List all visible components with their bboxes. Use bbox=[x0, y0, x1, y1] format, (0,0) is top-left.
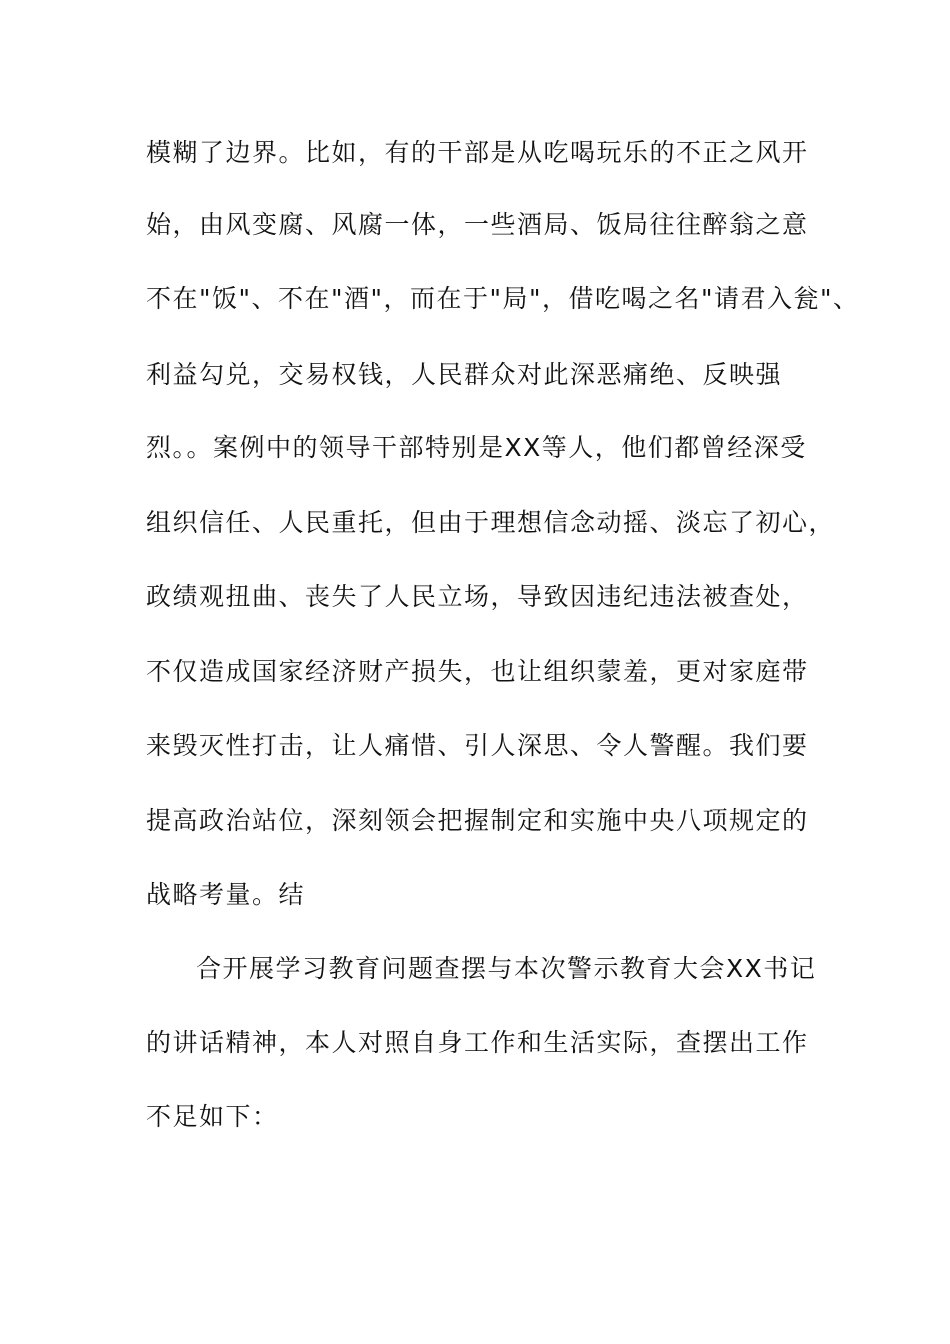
text-line: 利益勾兑，交易权钱，人民群众对此深恶痛绝、反映强 bbox=[146, 360, 783, 389]
text-line: 提高政治站位，深刻领会把握制定和实施中央八项规定的 bbox=[146, 806, 809, 835]
text-line: 烈。。案例中的领导干部特别是XX等人，他们都曾经深受 bbox=[146, 433, 807, 462]
text-line: 不在"饭"、不在"酒"，而在于"局"，借吃喝之名"请君入瓮"、 bbox=[146, 284, 860, 313]
text-line: 模糊了边界。比如，有的干部是从吃喝玩乐的不正之风开 bbox=[146, 138, 809, 167]
text-line: 不仅造成国家经济财产损失，也让组织蒙羞，更对家庭带 bbox=[146, 657, 809, 686]
text-line: 始，由风变腐、风腐一体，一些酒局、饭局往往醉翁之意 bbox=[146, 210, 809, 239]
text-line: 不足如下： bbox=[146, 1102, 279, 1131]
text-line: 的讲话精神，本人对照自身工作和生活实际，查摆出工作 bbox=[146, 1028, 809, 1057]
text-line: 政绩观扭曲、丧失了人民立场，导致因违纪违法被查处， bbox=[146, 582, 809, 611]
paragraph-first-line: 合开展学习教育问题查摆与本次警示教育大会XX书记 bbox=[196, 954, 817, 983]
text-line: 来毁灭性打击，让人痛惜、引人深思、令人警醒。我们要 bbox=[146, 731, 809, 760]
text-line: 组织信任、人民重托，但由于理想信念动摇、淡忘了初心， bbox=[146, 508, 836, 537]
text-line: 战略考量。结 bbox=[146, 880, 306, 909]
